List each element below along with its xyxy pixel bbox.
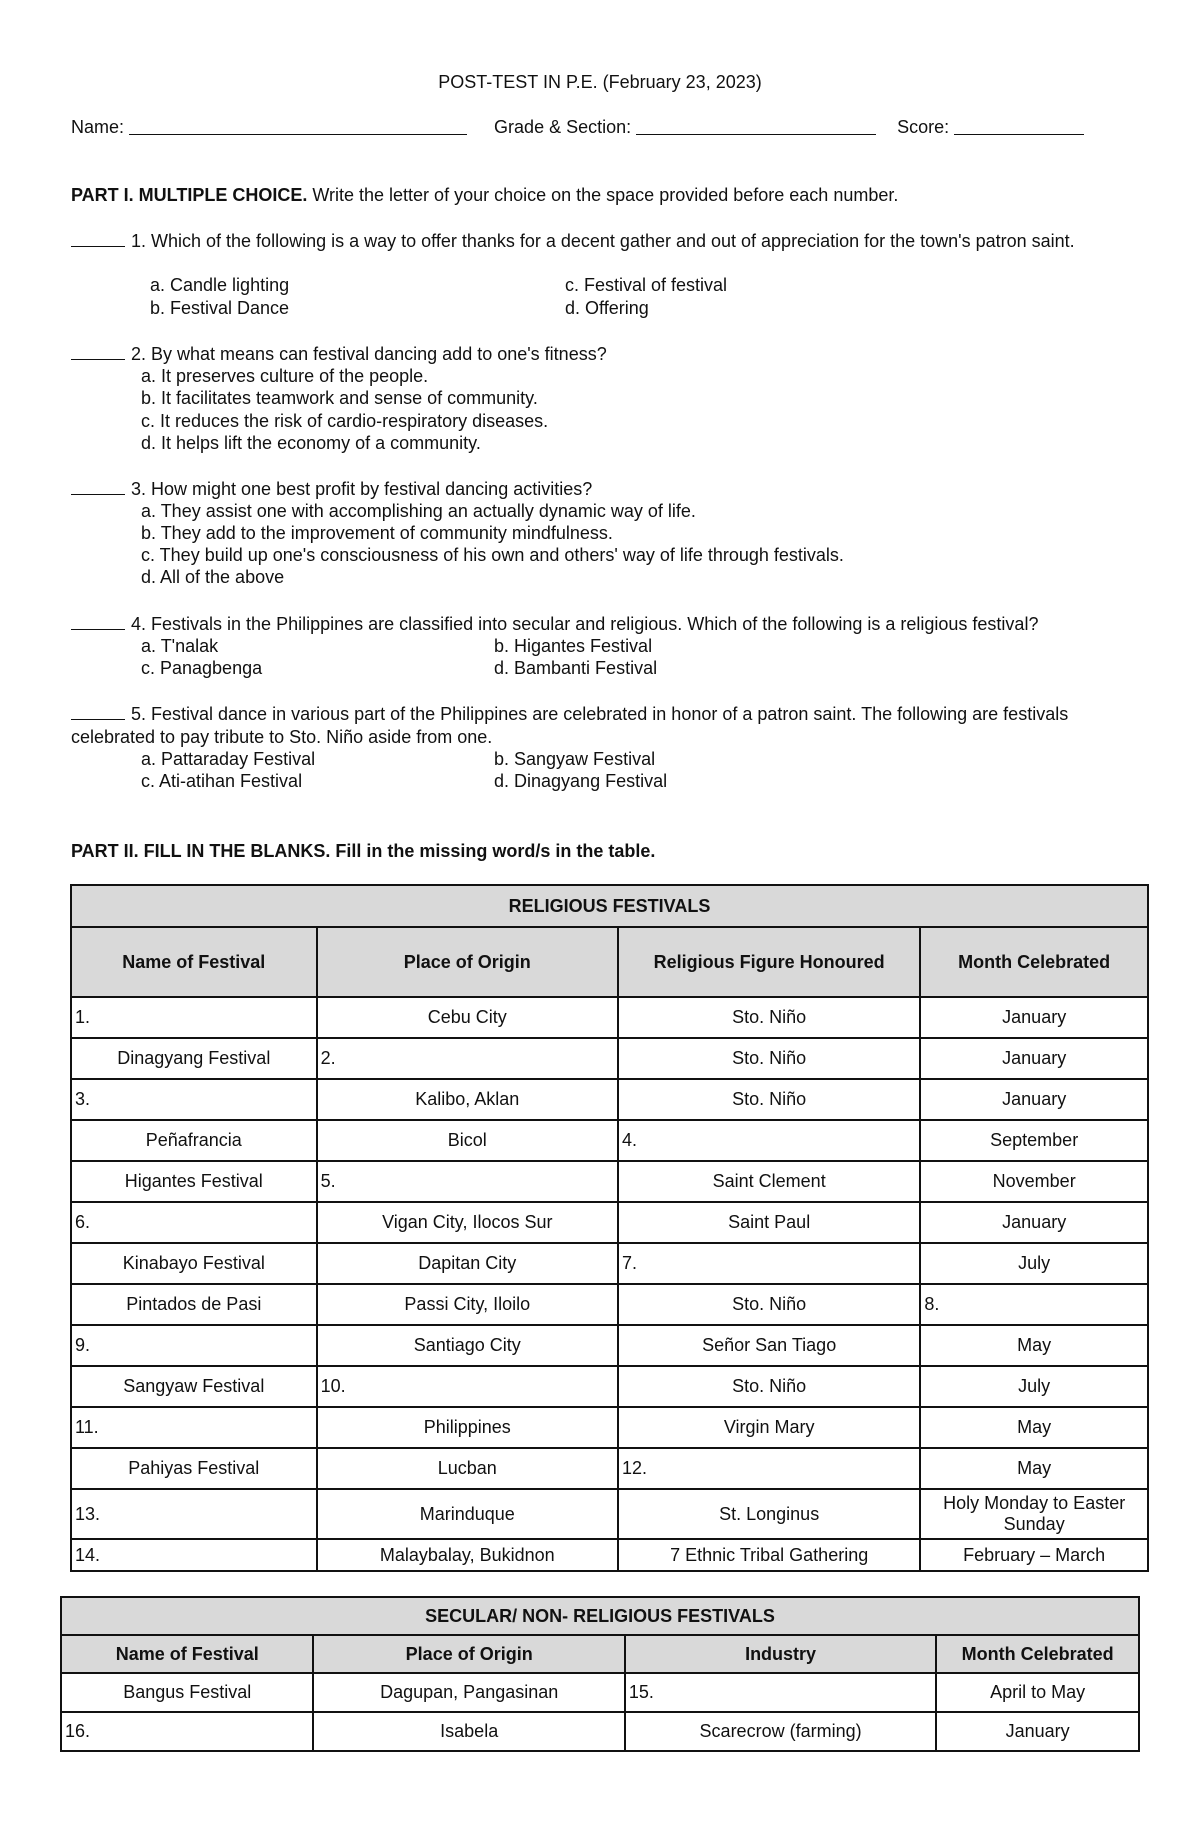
table-cell: January (920, 997, 1148, 1038)
table-row (71, 1407, 1148, 1448)
grade-blank[interactable] (636, 118, 876, 135)
religious-festivals-table (70, 884, 1149, 1572)
question-text: 3. How might one best profit by festival dancing activities? (131, 479, 593, 499)
option: d. Bambanti Festival (494, 658, 658, 678)
fill-in-blank-cell[interactable]: 7. (618, 1243, 920, 1284)
table-row (71, 1243, 1148, 1284)
fill-in-blank-cell[interactable]: 3. (71, 1079, 317, 1120)
table-cell: Lucban (317, 1448, 618, 1489)
fill-in-blank-cell[interactable]: 5. (317, 1161, 618, 1202)
option: a. Candle lighting (150, 275, 290, 295)
table-row (71, 1202, 1148, 1243)
table-cell: Dinagyang Festival (71, 1038, 317, 1079)
column-header: Name of Festival (71, 927, 317, 997)
table-title: RELIGIOUS FESTIVALS (71, 885, 1148, 927)
table-row (71, 1161, 1148, 1202)
part1-heading (71, 185, 898, 206)
answer-blank[interactable] (71, 232, 125, 247)
column-header: Name of Festival (61, 1635, 313, 1673)
table-row (71, 1038, 1148, 1079)
question-text: 5. Festival dance in various part of the Philippines are celebrated in honor of a patron saint. The following are festivals celebrated to pay tribute to Sto. Niño aside from one. (71, 704, 1069, 747)
question-5 (71, 703, 1131, 748)
table-cell: Pintados de Pasi (71, 1284, 317, 1325)
table-row (61, 1712, 1139, 1751)
option: a. It preserves culture of the people. (141, 366, 429, 386)
option: b. Sangyaw Festival (494, 749, 656, 769)
column-header: Place of Origin (313, 1635, 624, 1673)
score-blank[interactable] (954, 118, 1084, 135)
answer-blank[interactable] (71, 705, 125, 720)
table-cell: Señor San Tiago (618, 1325, 920, 1366)
table-row (71, 1079, 1148, 1120)
table-cell: Dagupan, Pangasinan (313, 1673, 624, 1712)
table-cell: July (920, 1243, 1148, 1284)
fill-in-blank-cell[interactable]: 11. (71, 1407, 317, 1448)
table-cell: Sto. Niño (618, 997, 920, 1038)
column-header: Month Celebrated (920, 927, 1148, 997)
question-3 (71, 478, 1131, 501)
part1-instruction: Write the letter of your choice on the space provided before each number. (307, 185, 899, 205)
table-cell: Bicol (317, 1120, 618, 1161)
table-cell: Holy Monday to Easter Sunday (920, 1489, 1148, 1539)
question-2 (71, 343, 1131, 366)
fill-in-blank-cell[interactable]: 1. (71, 997, 317, 1038)
fill-in-blank-cell[interactable]: 13. (71, 1489, 317, 1539)
table-cell: Passi City, Iloilo (317, 1284, 618, 1325)
table-cell: Sto. Niño (618, 1366, 920, 1407)
table-cell: January (936, 1712, 1139, 1751)
fill-in-blank-cell[interactable]: 4. (618, 1120, 920, 1161)
table-cell: January (920, 1038, 1148, 1079)
option: c. Festival of festival (565, 275, 728, 295)
table-cell: Sangyaw Festival (71, 1366, 317, 1407)
fill-in-blank-cell[interactable]: 6. (71, 1202, 317, 1243)
fill-in-blank-cell[interactable]: 14. (71, 1539, 317, 1571)
fill-in-blank-cell[interactable]: 15. (625, 1673, 936, 1712)
table-row (71, 1489, 1148, 1539)
table-row (71, 1366, 1148, 1407)
table-row (71, 1448, 1148, 1489)
question-1 (71, 230, 1131, 253)
column-header: Month Celebrated (936, 1635, 1139, 1673)
option: d. All of the above (141, 567, 285, 587)
page-title: POST-TEST IN P.E. (February 23, 2023) (438, 72, 762, 92)
column-header: Religious Figure Honoured (618, 927, 920, 997)
table-cell: Kinabayo Festival (71, 1243, 317, 1284)
table-cell: February – March (920, 1539, 1148, 1571)
table-cell: Kalibo, Aklan (317, 1079, 618, 1120)
table-cell: Cebu City (317, 997, 618, 1038)
answer-blank[interactable] (71, 480, 125, 495)
table-cell: Santiago City (317, 1325, 618, 1366)
answer-blank[interactable] (71, 345, 125, 360)
option: d. Dinagyang Festival (494, 771, 668, 791)
table-row (61, 1673, 1139, 1712)
question-text: 4. Festivals in the Philippines are classified into secular and religious. Which of the following is a religious festival? (131, 614, 1039, 634)
question-text: 1. Which of the following is a way to offer thanks for a decent gather and out of appreciation for the town's patron saint. (131, 231, 1075, 251)
table-row (71, 1120, 1148, 1161)
option: a. T'nalak (141, 636, 219, 656)
fill-in-blank-cell[interactable]: 12. (618, 1448, 920, 1489)
column-header: Place of Origin (317, 927, 618, 997)
table-title: SECULAR/ NON- RELIGIOUS FESTIVALS (61, 1597, 1139, 1635)
question-text: 2. By what means can festival dancing add to one's fitness? (131, 344, 607, 364)
table-cell: Marinduque (317, 1489, 618, 1539)
table-cell: Saint Clement (618, 1161, 920, 1202)
table-cell: May (920, 1448, 1148, 1489)
option: d. Offering (565, 298, 649, 318)
table-cell: July (920, 1366, 1148, 1407)
fill-in-blank-cell[interactable]: 9. (71, 1325, 317, 1366)
name-label: Name: (71, 117, 125, 137)
fill-in-blank-cell[interactable]: 8. (920, 1284, 1148, 1325)
table-cell: January (920, 1202, 1148, 1243)
table-cell: Sto. Niño (618, 1079, 920, 1120)
table-cell: St. Longinus (618, 1489, 920, 1539)
fill-in-blank-cell[interactable]: 10. (317, 1366, 618, 1407)
table-cell: September (920, 1120, 1148, 1161)
table-cell: Saint Paul (618, 1202, 920, 1243)
fill-in-blank-cell[interactable]: 2. (317, 1038, 618, 1079)
fill-in-blank-cell[interactable]: 16. (61, 1712, 313, 1751)
table-row (71, 1284, 1148, 1325)
option: b. It facilitates teamwork and sense of community. (141, 388, 538, 408)
table-cell: Higantes Festival (71, 1161, 317, 1202)
option: b. Festival Dance (150, 298, 290, 318)
table-cell: April to May (936, 1673, 1139, 1712)
student-info-line (71, 117, 1084, 138)
table-cell: Malaybalay, Bukidnon (317, 1539, 618, 1571)
option: d. It helps lift the economy of a community. (141, 433, 481, 453)
table-row (71, 1325, 1148, 1366)
table-cell: Philippines (317, 1407, 618, 1448)
table-row (71, 1539, 1148, 1571)
table-row (71, 997, 1148, 1038)
table-cell: January (920, 1079, 1148, 1120)
option: a. Pattaraday Festival (141, 749, 316, 769)
secular-festivals-table (60, 1596, 1140, 1752)
table-cell: Dapitan City (317, 1243, 618, 1284)
option: c. Ati-atihan Festival (141, 771, 303, 791)
table-cell: Sto. Niño (618, 1038, 920, 1079)
part2-heading: PART II. FILL IN THE BLANKS. Fill in the missing word/s in the table. (71, 841, 656, 861)
score-label: Score: (897, 117, 950, 137)
table-cell: 7 Ethnic Tribal Gathering (618, 1539, 920, 1571)
option: b. They add to the improvement of community mindfulness. (141, 523, 613, 543)
table-cell: Peñafrancia (71, 1120, 317, 1161)
table-cell: Sto. Niño (618, 1284, 920, 1325)
option: c. It reduces the risk of cardio-respiratory diseases. (141, 411, 549, 431)
table-cell: Pahiyas Festival (71, 1448, 317, 1489)
part1-title: PART I. MULTIPLE CHOICE. (71, 185, 308, 205)
table-cell: Vigan City, Ilocos Sur (317, 1202, 618, 1243)
table-cell: May (920, 1325, 1148, 1366)
table-cell: Bangus Festival (61, 1673, 313, 1712)
option: c. They build up one's consciousness of his own and others' way of life through festivals. (141, 545, 844, 565)
option: a. They assist one with accomplishing an actually dynamic way of life. (141, 501, 696, 521)
option: c. Panagbenga (141, 658, 263, 678)
answer-blank[interactable] (71, 615, 125, 630)
table-cell: Virgin Mary (618, 1407, 920, 1448)
table-cell: November (920, 1161, 1148, 1202)
table-cell: May (920, 1407, 1148, 1448)
question-4 (71, 613, 1131, 636)
grade-label: Grade & Section: (494, 117, 632, 137)
table-cell: Scarecrow (farming) (625, 1712, 936, 1751)
table-cell: Isabela (313, 1712, 624, 1751)
name-blank[interactable] (129, 118, 467, 135)
column-header: Industry (625, 1635, 936, 1673)
option: b. Higantes Festival (494, 636, 653, 656)
